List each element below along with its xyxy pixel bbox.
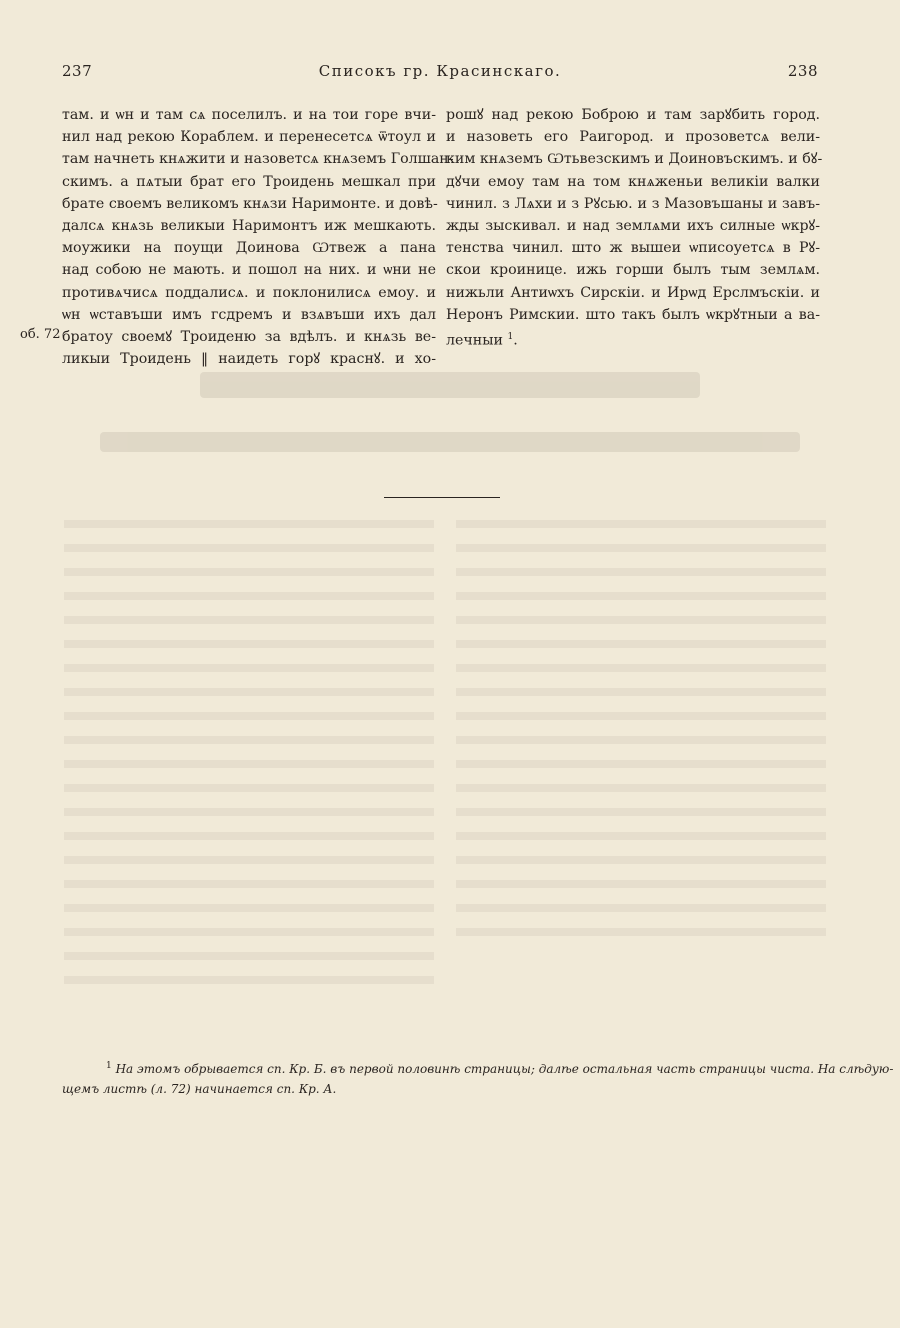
footnote bbox=[62, 1056, 894, 1099]
footnote-line bbox=[62, 1056, 894, 1079]
text-line: моужики на поущи Доинова Ѡтвеж а пана bbox=[62, 240, 436, 257]
text-line: чинил. з Лѧхи и з Рꙋсью. и з Мазовъшаны и завъ- bbox=[446, 195, 820, 212]
text-line: ликыи Троидень ‖ наидеть горꙋ краснꙋ. и хо- bbox=[62, 351, 436, 368]
text-line: и назоветь его Раигород. и прозоветсѧ вели- bbox=[446, 129, 820, 146]
footnote-marker: 1 bbox=[106, 1061, 112, 1071]
text-line: нижьли Антиѡхъ Сирскіи. и Ирѡд Ерслмъскіи. и bbox=[446, 284, 820, 301]
text-line: нил над рекою Кораблем. и перенесетсѧ ѿтоул и bbox=[62, 129, 436, 146]
page-header bbox=[62, 62, 818, 84]
page-number-right: 238 bbox=[787, 62, 818, 80]
separator-rule bbox=[384, 497, 500, 498]
left-text-column bbox=[62, 104, 454, 370]
text-line: дꙋчи емоу там на том кнѧженьи великіи валки bbox=[446, 173, 820, 190]
text-line: над собою не мають. и пошол на них. и ѡни не bbox=[62, 262, 436, 279]
text-line: далсѧ кнѧзь великыи Наримонтъ иж мешкають. bbox=[62, 218, 436, 235]
text-line: там. и ѡн и там сѧ поселилъ. и на тои горе вчи- bbox=[62, 107, 436, 123]
text-line: противѧчисѧ поддалисѧ. и поклонилисѧ емоу. и bbox=[62, 284, 436, 301]
right-text-column bbox=[446, 104, 823, 352]
text-line: ким кнѧземъ Ѡтьвезскимъ и Доиновъскимъ. и бꙋ- bbox=[446, 151, 823, 168]
footnote-reference: 1 bbox=[507, 332, 514, 343]
text-line-end: лечныи bbox=[446, 332, 503, 349]
text-line: скимъ. а пѧтыи брат его Троидень мешкал при bbox=[62, 173, 436, 190]
text-line: скои кроинице. ижь горши былъ тым землѧм. bbox=[446, 262, 820, 279]
text-line: тенства чинил. што ж вышеи ѡписоуетсѧ в Рꙋ- bbox=[446, 240, 820, 257]
text-line: жды зыскивал. и над землѧми ихъ силные ѡкрꙋ- bbox=[446, 218, 820, 235]
text-line: ѡн ѡставъши имъ гсдремъ и взѧвъши ихъ дал bbox=[62, 306, 436, 323]
text-line: Неронъ Римскии. што такъ былъ ѡкрꙋтныи а ва- bbox=[446, 306, 820, 323]
running-title: Списокъ гр. Красинскаго. bbox=[318, 62, 562, 80]
footnote-text: На этомъ обрывается сп. Кр. Б. въ первой половинѣ страницы; далѣе остальная часть страницы чиста. На слѣдую- bbox=[115, 1062, 894, 1076]
text-line: братоу своемꙋ Троиденю за вдѣлъ. и кнѧзь ве- bbox=[62, 329, 436, 346]
text-line: брате своемъ великомъ кнѧзи Наримонте. и довѣ- bbox=[62, 195, 438, 212]
page-number-left: 237 bbox=[62, 62, 93, 80]
text-line: рошꙋ над рекою Боброю и там зарꙋбить город. bbox=[446, 107, 820, 123]
folio-margin-note: об. 72 bbox=[20, 327, 61, 342]
text-line: лечныи $^1$. bbox=[446, 332, 518, 349]
text-line: там начнеть кнѧжити и назоветсѧ кнѧземъ Голшан- bbox=[62, 151, 454, 168]
footnote-line: щемъ листѣ (л. 72) начинается сп. Кр. А. bbox=[62, 1082, 337, 1096]
